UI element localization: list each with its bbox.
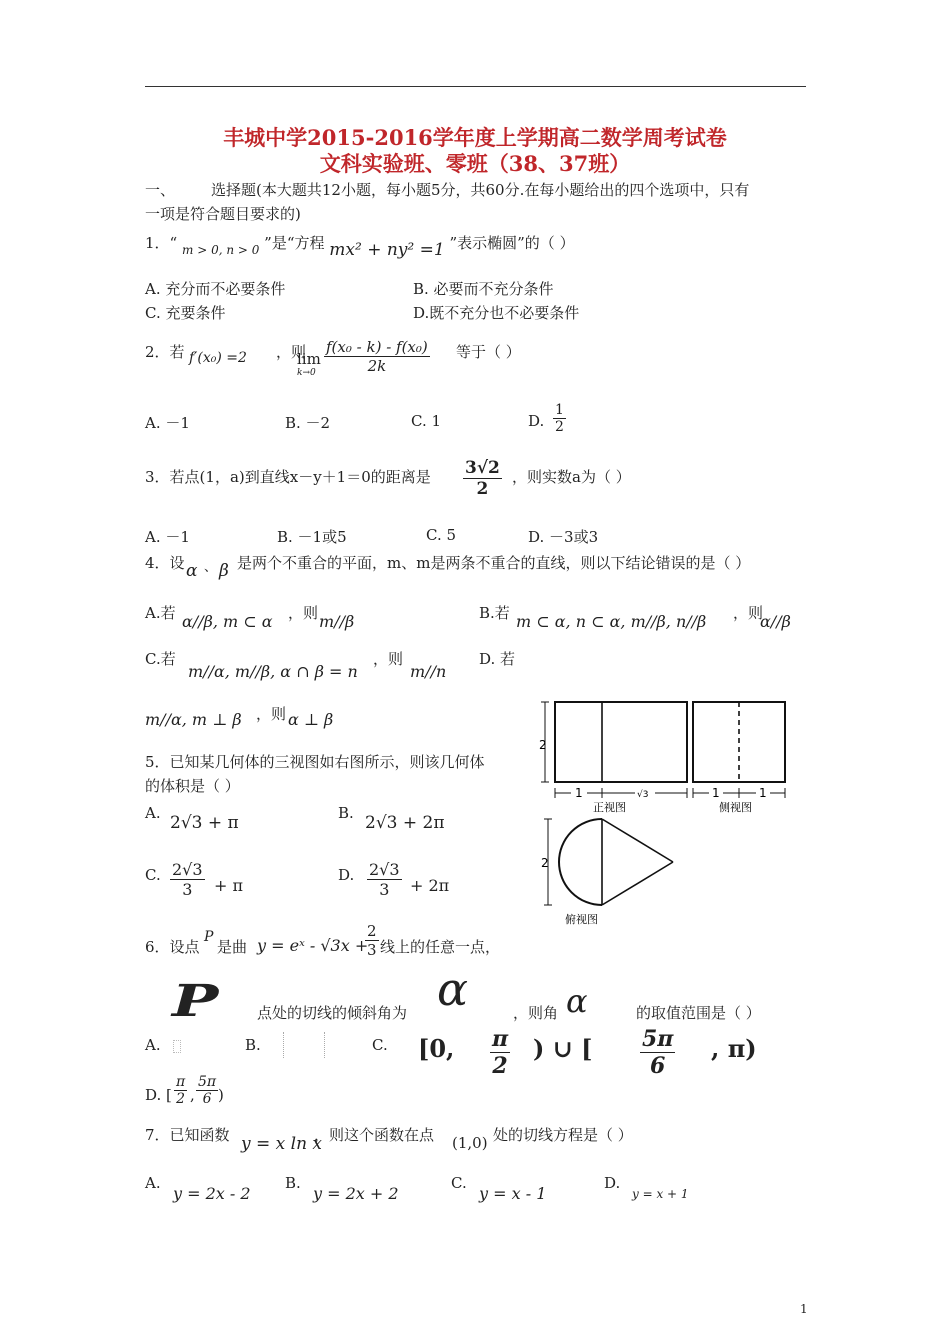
q7-a-val: y = 2x - 2: [173, 1184, 251, 1203]
q2-d-num: 1: [555, 402, 564, 418]
q6-big-P: P: [172, 976, 219, 1027]
q6-d-frac2: [196, 1074, 218, 1107]
q4-beta: β: [219, 561, 229, 581]
header-rule: [145, 86, 806, 87]
q6-alpha-small: α: [566, 982, 588, 1020]
q6-c-part1: [0,: [418, 1034, 455, 1063]
q6-line2-a: 点处的切线的倾斜角为: [257, 1004, 408, 1022]
q4-sep: 、: [204, 560, 218, 575]
q5-option-a: A.: [145, 804, 161, 822]
q4-option-b-label: B.若: [479, 604, 510, 622]
q2-num: 2．若: [145, 343, 185, 361]
q4-b-cond: m ⊂ α, n ⊂ α, m//β, n//β: [516, 612, 707, 631]
q7-b-val: y = 2x + 2: [313, 1184, 399, 1203]
q2-mid: ，则: [276, 343, 307, 361]
q6-b-placeholder-icon: [283, 1032, 325, 1058]
q6-curve: y = eˣ - √3x +: [257, 936, 369, 955]
front-dim-sqrt3: √3: [637, 790, 649, 800]
q6-P: P: [204, 929, 214, 945]
q7-option-b: B.: [285, 1174, 301, 1192]
q6-d-pi: π: [176, 1074, 186, 1090]
q6-option-c: C.: [372, 1036, 388, 1054]
q6-c-frac2: [640, 1026, 675, 1079]
q3-fraction: [463, 458, 502, 499]
q4-c-then: ，则: [373, 650, 404, 668]
q5-c-den: 3: [182, 880, 193, 899]
q6-frac-den: 3: [367, 941, 377, 959]
q1-option-b: B. 必要而不充分条件: [413, 280, 554, 298]
q5-text-1: 5．已知某几何体的三视图如右图所示，则该几何体: [145, 753, 485, 771]
q6-pre: 6．设点: [145, 938, 200, 956]
section-heading: 选择题(本大题共12小题，每小题5分，共60分.在每小题给出的四个选项中，只有: [211, 181, 750, 199]
q6-d-comma: ,: [190, 1086, 195, 1104]
q3-option-c: C. 5: [426, 526, 457, 544]
q2-lim-sub: k→0: [297, 368, 316, 378]
q6-c-2: 2: [492, 1053, 508, 1079]
q6-c-frac1: [490, 1026, 510, 1079]
q6-line2-c: 的取值范围是（ ）: [636, 1004, 761, 1022]
title-line-1: 丰城中学2015-2016学年度上学期高二数学周考试卷: [223, 125, 727, 150]
q6-c-part3: , π): [711, 1034, 757, 1063]
q4-option-d-label: D. 若: [479, 650, 516, 668]
q4-option-a-label: A.若: [145, 604, 176, 622]
q2-option-a: A. －1: [145, 414, 190, 432]
q3-frac-den: 2: [476, 479, 489, 499]
q6-d-frac1: [174, 1074, 187, 1107]
q5-d-fraction: [367, 860, 402, 899]
q7-pre: 7．已知函数: [145, 1126, 230, 1144]
question-1: [145, 232, 575, 260]
side-view-label: 侧视图: [719, 801, 752, 814]
q1-option-d: D.既不充分也不必要条件: [413, 304, 580, 322]
q2-d-fraction: [553, 402, 566, 435]
front-view-label: 正视图: [593, 801, 626, 814]
top-view-label: 俯视图: [565, 913, 598, 926]
q7-c-val: y = x - 1: [479, 1184, 547, 1203]
q6-frac-num: 2: [367, 922, 377, 940]
title-line-2: 文科实验班、零班（38、37班）: [319, 151, 631, 176]
q2-lim: lim: [297, 350, 321, 368]
q4-a-cond: α//β, m ⊂ α: [182, 612, 273, 631]
q1-option-c: C. 充要条件: [145, 304, 226, 322]
q6-big-alpha: α: [437, 962, 469, 1016]
q3-frac-num: 3√2: [465, 458, 500, 478]
q5-d-num: 2√3: [369, 860, 400, 879]
q6-option-d: D.: [145, 1086, 162, 1104]
q7-option-d: D.: [604, 1174, 621, 1192]
q2-option-d: D.: [528, 412, 545, 430]
q3-option-d: D. －3或3: [528, 528, 599, 546]
q1-pre: “: [169, 234, 178, 252]
q5-d-den: 3: [379, 880, 390, 899]
q5-a-val: 2√3 + π: [170, 813, 239, 833]
q5-d-tail: + 2π: [410, 876, 450, 895]
top-dim-2: 2: [541, 856, 549, 870]
q5-option-d: D.: [338, 866, 355, 884]
top-view-edge-lower: [602, 862, 673, 905]
q4-b-res: α//β: [760, 612, 791, 631]
q2-option-b: B. －2: [285, 414, 331, 432]
q3-post: ，则实数a为（ ）: [512, 468, 631, 486]
q4-c-cond: m//α, m//β, α ∩ β = n: [188, 662, 358, 681]
q4-d-cond: m//α, m ⊥ β: [145, 710, 242, 729]
q1-mid: ”是“方程: [264, 234, 325, 252]
q4-d-res: α ⊥ β: [288, 710, 334, 729]
top-view-edge-upper: [602, 819, 673, 862]
q1-option-a: A. 充分而不必要条件: [145, 280, 286, 298]
q1-equation: mx² + ny² =1: [329, 240, 445, 260]
q2-numerator: f(x₀ - k) - f(x₀): [326, 338, 428, 356]
q6-a-placeholder-icon: [173, 1040, 181, 1053]
q6-mid: 是曲: [217, 938, 248, 956]
q1-post: ”表示椭圆”的（ ）: [449, 234, 575, 252]
section-number: 一、: [145, 181, 176, 199]
q2-option-c: C. 1: [411, 412, 442, 430]
three-view-figure: [535, 695, 805, 935]
q4-d-then: ，则: [256, 705, 287, 723]
q2-condition: f′(x₀) =2: [189, 350, 247, 366]
q7-mid: ，则这个函数在点: [314, 1126, 435, 1144]
q6-c-pi: π: [492, 1026, 509, 1052]
q7-option-c: C.: [451, 1174, 467, 1192]
question-2: [145, 341, 185, 362]
side-dim-1b: 1: [759, 786, 767, 800]
q6-option-b: B.: [245, 1036, 261, 1054]
q4-alpha: α: [186, 561, 198, 581]
q6-c-6: 6: [650, 1053, 666, 1079]
q2-post: 等于（ ）: [456, 343, 521, 361]
q6-d-close: ): [218, 1086, 224, 1104]
q7-option-a: A.: [145, 1174, 161, 1192]
q4-pre: 4．设: [145, 554, 185, 572]
section-heading-cont: 一项是符合题目要求的): [145, 205, 301, 223]
q6-d-6: 6: [202, 1091, 212, 1107]
q5-c-num: 2√3: [172, 860, 203, 879]
q5-b-val: 2√3 + 2π: [365, 813, 445, 833]
q5-option-c: C.: [145, 866, 161, 884]
page-number: 1: [800, 1302, 808, 1316]
q6-option-a: A.: [145, 1036, 161, 1054]
q6-d-5pi: 5π: [198, 1074, 217, 1090]
q6-post: 线上的任意一点，: [380, 938, 501, 956]
q4-a-res: m//β: [319, 612, 355, 631]
q7-func: y = x ln x: [241, 1134, 323, 1154]
q2-fraction: [324, 338, 430, 375]
q6-fraction: [365, 922, 379, 959]
q3-option-a: A. －1: [145, 528, 190, 546]
q2-denominator: 2k: [367, 357, 387, 375]
front-dim-1: 1: [575, 786, 583, 800]
q6-c-part2: ) ∪ [: [533, 1034, 593, 1063]
front-dim-2: 2: [539, 738, 547, 752]
q4-a-then: ，则: [288, 604, 319, 622]
q4-b-then: ，则: [733, 604, 764, 622]
q4-c-res: m//n: [410, 662, 447, 681]
question-3: 3．若点(1，a)到直线x－y＋1＝0的距离是: [145, 468, 431, 486]
front-view-rect: [555, 702, 687, 782]
q3-option-b: B. －1或5: [277, 528, 347, 546]
q6-d-open: [: [166, 1086, 172, 1104]
q4-option-c-label: C.若: [145, 650, 176, 668]
q6-c-5pi: 5π: [642, 1026, 674, 1052]
q2-d-den: 2: [555, 419, 564, 435]
q1-num: 1．: [145, 234, 170, 252]
q6-line2-b: ，则角: [513, 1004, 559, 1022]
q5-option-b: B.: [338, 804, 354, 822]
q7-d-val: y = x + 1: [632, 1187, 689, 1201]
q7-point: (1,0): [452, 1134, 488, 1152]
q7-post: 处的切线方程是（ ）: [493, 1126, 633, 1144]
q5-text-2: 的体积是（ ）: [145, 777, 240, 795]
q1-condition: m > 0, n > 0: [182, 243, 260, 257]
top-view-semicircle: [559, 819, 602, 905]
q5-c-tail: + π: [214, 876, 244, 895]
q4-post: 是两个不重合的平面，m、m是两条不重合的直线，则以下结论错误的是（ ）: [237, 554, 751, 572]
q5-c-fraction: [170, 860, 205, 899]
q6-d-2: 2: [176, 1091, 186, 1107]
side-dim-1a: 1: [712, 786, 720, 800]
